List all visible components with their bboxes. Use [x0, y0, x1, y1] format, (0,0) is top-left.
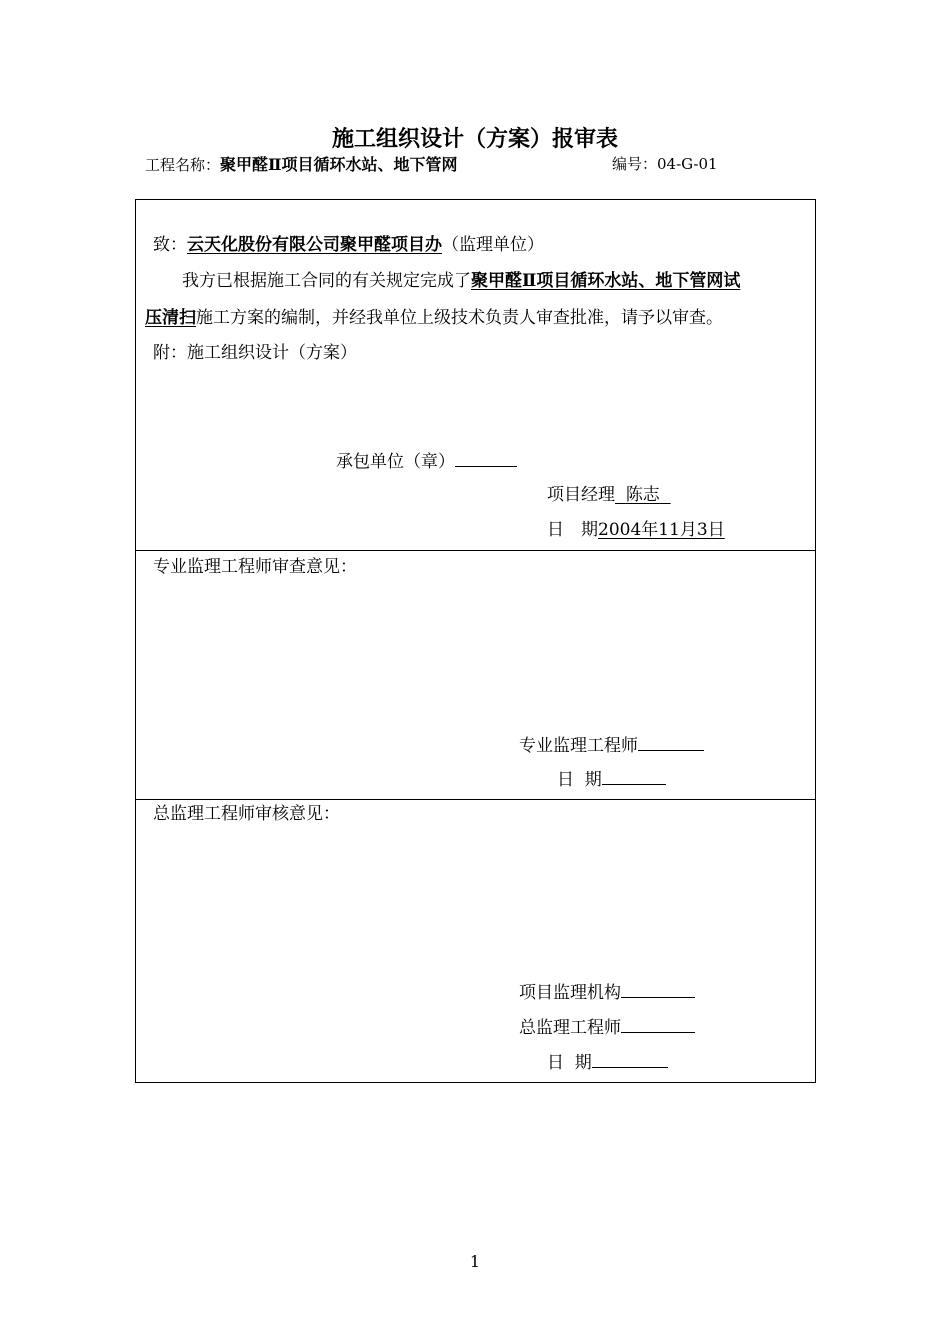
chief-sign-line [519, 1016, 695, 1038]
body-suffix: 施工方案的编制，并经我单位上级技术负责人审查批准，请予以审查。 [196, 308, 723, 328]
chief-date-label: 日 期 [547, 1053, 592, 1073]
submit-date-line [547, 520, 725, 540]
org-sign-line [519, 981, 695, 1003]
manager-line [547, 485, 671, 505]
engineer-date-blank [602, 768, 666, 785]
chief-opinion-heading: 总监理工程师审核意见： [153, 804, 340, 824]
org-sign-blank [621, 981, 695, 998]
body-project-part2: 压清扫 [145, 308, 196, 328]
engineer-sign-line [519, 734, 704, 756]
project-label: 工程名称： [145, 156, 221, 174]
code-value: 04-G-01 [657, 155, 718, 173]
contractor-seal-blank [455, 450, 517, 467]
to-suffix: （监理单位） [442, 235, 544, 255]
engineer-date-label: 日 期 [557, 770, 602, 790]
project-line [145, 152, 458, 175]
chief-label: 总监理工程师 [519, 1018, 621, 1038]
body-prefix: 我方已根据施工合同的有关规定完成了 [182, 271, 471, 291]
to-label: 致： [153, 235, 187, 255]
engineer-label: 专业监理工程师 [519, 736, 638, 756]
page-number: 1 [469, 1252, 481, 1271]
contractor-line [336, 450, 517, 472]
manager-label: 项目经理 [547, 485, 615, 505]
addressee-line [153, 235, 544, 255]
org-label: 项目监理机构 [519, 983, 621, 1003]
body-project-part1: 聚甲醛Ⅱ项目循环水站、地下管网试 [471, 271, 741, 291]
to-company: 云天化股份有限公司聚甲醛项目办 [187, 235, 442, 255]
chief-date-blank [592, 1051, 668, 1068]
attachment-line: 附：施工组织设计（方案） [153, 343, 357, 363]
body-line-1 [182, 271, 740, 291]
code-label: 编号： [612, 155, 658, 173]
review-form [135, 199, 816, 1083]
submit-date-label: 日 期 [547, 520, 598, 540]
submit-date-value: 2004年11月3日 [598, 520, 725, 540]
code-line [612, 153, 718, 174]
manager-name-wrap [615, 485, 671, 505]
chief-date-line [547, 1051, 668, 1073]
body-line-2 [145, 308, 723, 328]
project-name: 聚甲醛Ⅱ项目循环水站、地下管网 [220, 155, 458, 174]
manager-name: 陈志 [625, 485, 660, 505]
engineer-date-line [557, 768, 666, 790]
contractor-label: 承包单位（章） [336, 452, 455, 472]
section-divider-2 [136, 799, 815, 800]
chief-sign-blank [621, 1016, 695, 1033]
document-title: 施工组织设计（方案）报审表 [331, 127, 618, 152]
engineer-opinion-heading: 专业监理工程师审查意见： [153, 557, 357, 577]
engineer-sign-blank [638, 734, 704, 751]
section-divider-1 [136, 550, 815, 551]
